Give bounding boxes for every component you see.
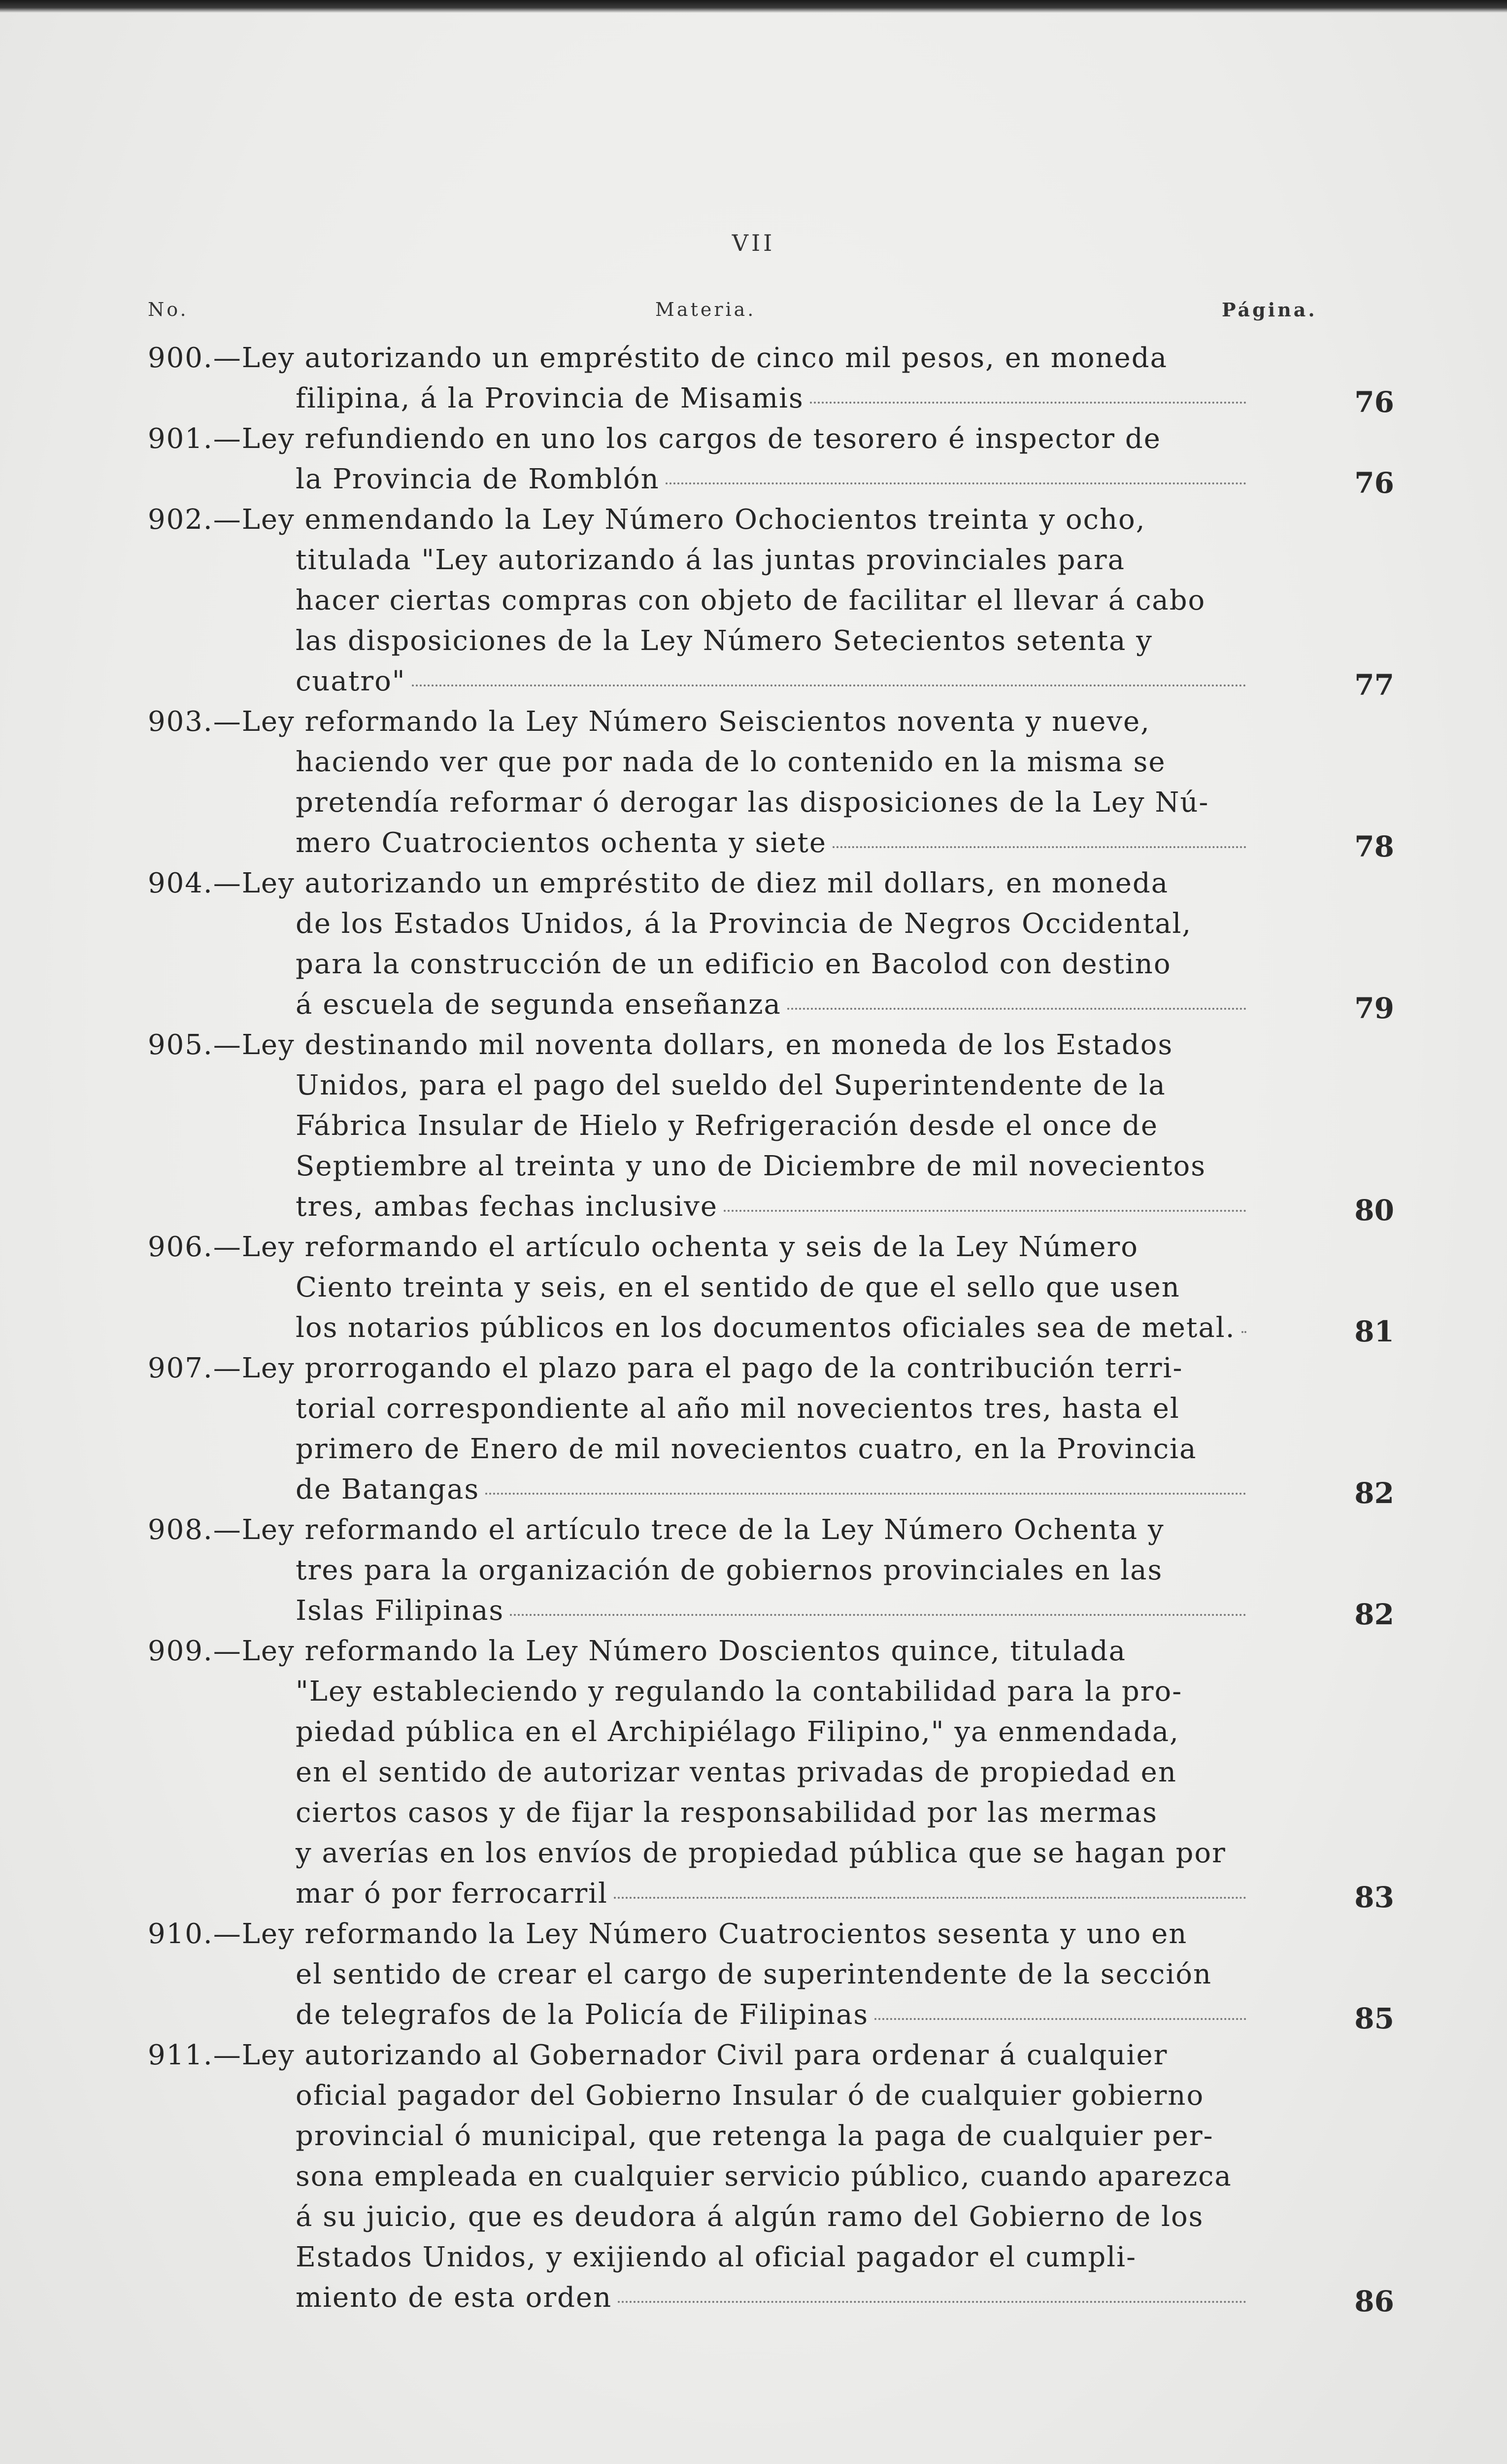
entry-line [148, 2076, 1246, 2116]
entry-title [148, 500, 1246, 702]
entry-title [148, 419, 1246, 500]
entry-title [148, 1025, 1246, 1227]
entry-line-text: Estados Unidos, y exijiendo al oficial pagador el cumpli- [296, 2241, 1137, 2273]
entry-title [148, 1631, 1246, 1914]
dot-leader [618, 2301, 1246, 2303]
entry-line [148, 985, 1246, 1025]
dot-leader [1241, 1331, 1247, 1333]
entry-line [148, 823, 1246, 863]
entry-line-text: pretendía reformar ó derogar las disposiciones de la Ley Nú- [296, 787, 1209, 819]
entry-line [148, 702, 1246, 742]
entry-line [148, 1793, 1246, 1833]
entry-line [148, 1995, 1246, 2035]
entry-line [148, 338, 1246, 378]
entry-line-text: 911.—Ley autorizando al Gobernador Civil para ordenar á cualquier [148, 2039, 1168, 2071]
entry-line [148, 1591, 1246, 1631]
entry-line [148, 1187, 1246, 1227]
entry-line-text: de telegrafos de la Policía de Filipinas [296, 1999, 869, 2031]
entry-line [148, 944, 1246, 985]
entry-line [148, 904, 1246, 944]
entry-line-text: 900.—Ley autorizando un empréstito de cinco mil pesos, en moneda [148, 342, 1168, 374]
entry-title [148, 1227, 1246, 1348]
entry-line-text: mero Cuatrocientos ochenta y siete [296, 827, 827, 859]
entry-line [148, 1914, 1246, 1954]
entry-line-text: á escuela de segunda enseñanza [296, 989, 781, 1021]
entry-line-text: ciertos casos y de fijar la responsabilidad por las mermas [296, 1797, 1158, 1829]
entry-line [148, 1146, 1246, 1187]
entry-line-text: sona empleada en cualquier servicio público, cuando aparezca [296, 2160, 1232, 2192]
entry-page-number: 83 [1354, 1881, 1394, 1914]
entry-page-number: 82 [1354, 1476, 1394, 1510]
entry-line [148, 863, 1246, 904]
entry-line [148, 2197, 1246, 2237]
entry-page-number: 79 [1354, 992, 1394, 1025]
dot-leader [833, 846, 1246, 848]
entry-line-text: en el sentido de autorizar ventas privadas de propiedad en [296, 1756, 1177, 1788]
entry-line [148, 1874, 1246, 1914]
entry-line-text: 906.—Ley reformando el artículo ochenta y seis de la Ley Número [148, 1231, 1139, 1263]
entry-line-text: cuatro" [296, 665, 406, 697]
entry-line [148, 742, 1246, 783]
entry-line-text: tres, ambas fechas inclusive [296, 1191, 718, 1223]
entry-line [148, 2237, 1246, 2278]
entry-page-number: 85 [1354, 2002, 1394, 2035]
entry-page-number: 76 [1354, 385, 1394, 419]
entry-line [148, 1550, 1246, 1591]
entry-line [148, 2035, 1246, 2076]
entry-line-text: titulada "Ley autorizando á las juntas provinciales para [296, 544, 1126, 576]
entry-line [148, 1712, 1246, 1752]
entry-line-text: piedad pública en el Archipiélago Filipino," ya enmendada, [296, 1716, 1179, 1748]
entry-title [148, 863, 1246, 1025]
entry-title [148, 1914, 1246, 2035]
entry-line-text: el sentido de crear el cargo de superintendente de la sección [296, 1958, 1212, 1990]
entry-line [148, 2116, 1246, 2156]
entry-line-text: de Batangas [296, 1473, 480, 1506]
document-page [0, 13, 1507, 2464]
entry-line [148, 1227, 1246, 1267]
entry-line-text: hacer ciertas compras con objeto de facilitar el llevar á cabo [296, 584, 1206, 616]
dot-leader [412, 684, 1246, 686]
dot-leader [614, 1897, 1246, 1899]
entry-line [148, 1308, 1246, 1348]
entry-page-number: 80 [1354, 1194, 1394, 1227]
entry-line [148, 459, 1246, 500]
entry-page-number: 82 [1354, 1598, 1394, 1631]
entry-page-number: 78 [1354, 830, 1394, 863]
entry-title [148, 2035, 1246, 2318]
dot-leader [724, 1210, 1246, 1212]
entry-page-number: 76 [1354, 466, 1394, 500]
entry-page-number: 77 [1354, 668, 1394, 702]
scan-top-edge [0, 0, 1507, 13]
entry-line [148, 419, 1246, 459]
entry-line-text: 905.—Ley destinando mil noventa dollars, en moneda de los Estados [148, 1029, 1173, 1061]
entry-page-number: 81 [1354, 1315, 1394, 1348]
entry-line-text: mar ó por ferrocarril [296, 1878, 608, 1910]
dot-leader [787, 1008, 1246, 1010]
entry-line [148, 500, 1246, 540]
entry-page-number: 86 [1354, 2285, 1394, 2318]
entry-line-text: 903.—Ley reformando la Ley Número Seiscientos noventa y nueve, [148, 706, 1150, 738]
entry-line [148, 1672, 1246, 1712]
entry-line-text: de los Estados Unidos, á la Provincia de Negros Occidental, [296, 908, 1192, 940]
entry-line-text: los notarios públicos en los documentos oficiales sea de metal. [296, 1312, 1236, 1344]
entry-line-text: 907.—Ley prorrogando el plazo para el pago de la contribución terri- [148, 1352, 1183, 1384]
dot-leader [874, 2018, 1246, 2020]
entry-line [148, 1106, 1246, 1146]
entry-line-text: á su juicio, que es deudora á algún ramo del Gobierno de los [296, 2201, 1204, 2233]
dot-leader [666, 482, 1246, 484]
entry-line [148, 1389, 1246, 1429]
entry-line [148, 2278, 1246, 2318]
entry-line-text: oficial pagador del Gobierno Insular ó de cualquier gobierno [296, 2080, 1205, 2112]
entry-line-text: para la construcción de un edificio en Bacolod con destino [296, 948, 1172, 980]
entry-line [148, 1470, 1246, 1510]
entry-title [148, 1510, 1246, 1631]
entry-line [148, 783, 1246, 823]
entry-line-text: Unidos, para el pago del sueldo del Superintendente de la [296, 1069, 1166, 1101]
column-header-no: No. [148, 299, 189, 320]
entry-line-text: las disposiciones de la Ley Número Setecientos setenta y [296, 625, 1153, 657]
entry-line-text: 904.—Ley autorizando un empréstito de diez mil dollars, en moneda [148, 867, 1169, 899]
page-number: VII [732, 230, 775, 256]
entry-line [148, 621, 1246, 661]
entry-line [148, 1631, 1246, 1672]
column-header-pagina: Página. [1222, 299, 1317, 321]
entry-line-text: torial correspondiente al año mil novecientos tres, hasta el [296, 1393, 1180, 1425]
entry-line [148, 1752, 1246, 1793]
entry-line-text: haciendo ver que por nada de lo contenido en la misma se [296, 746, 1166, 778]
entry-line-text: Islas Filipinas [296, 1595, 504, 1627]
entry-line-text: y averías en los envíos de propiedad pública que se hagan por [296, 1837, 1226, 1869]
entry-line-text: la Provincia de Romblón [296, 463, 660, 495]
entry-line [148, 2156, 1246, 2197]
entry-line [148, 1025, 1246, 1065]
entry-line-text: Ciento treinta y seis, en el sentido de que el sello que usen [296, 1271, 1180, 1303]
entry-line [148, 378, 1246, 419]
entry-line [148, 540, 1246, 581]
entry-line [148, 1429, 1246, 1470]
entry-line-text: 908.—Ley reformando el artículo trece de la Ley Número Ochenta y [148, 1514, 1165, 1546]
entry-line [148, 1065, 1246, 1106]
entry-line [148, 1510, 1246, 1550]
entry-line-text: Septiembre al treinta y uno de Diciembre de mil novecientos [296, 1150, 1206, 1182]
entry-line-text: 909.—Ley reformando la Ley Número Doscientos quince, titulada [148, 1635, 1127, 1667]
entry-line-text: 901.—Ley refundiendo en uno los cargos de tesorero é inspector de [148, 423, 1161, 455]
dot-leader [810, 402, 1246, 404]
entry-line-text: provincial ó municipal, que retenga la paga de cualquier per- [296, 2120, 1214, 2152]
entry-line-text: Fábrica Insular de Hielo y Refrigeración desde el once de [296, 1110, 1159, 1142]
entry-line-text: miento de esta orden [296, 2282, 612, 2314]
entry-line [148, 1348, 1246, 1389]
entry-line [148, 1954, 1246, 1995]
entry-title [148, 702, 1246, 863]
entry-title [148, 338, 1246, 419]
entry-title [148, 1348, 1246, 1510]
entry-line-text: tres para la organización de gobiernos provinciales en las [296, 1554, 1163, 1586]
entry-line [148, 1267, 1246, 1308]
entry-line-text: filipina, á la Provincia de Misamis [296, 382, 804, 414]
column-header-materia: Materia. [655, 299, 756, 320]
entry-line-text: "Ley estableciendo y regulando la contabilidad para la pro- [296, 1676, 1183, 1708]
entry-line [148, 661, 1246, 702]
entry-line-text: 910.—Ley reformando la Ley Número Cuatrocientos sesenta y uno en [148, 1918, 1188, 1950]
dot-leader [510, 1614, 1246, 1616]
entry-line-text: 902.—Ley enmendando la Ley Número Ochocientos treinta y ocho, [148, 504, 1146, 536]
entry-line-text: primero de Enero de mil novecientos cuatro, en la Provincia [296, 1433, 1197, 1465]
entry-line [148, 581, 1246, 621]
dot-leader [485, 1493, 1246, 1495]
entry-line [148, 1833, 1246, 1874]
